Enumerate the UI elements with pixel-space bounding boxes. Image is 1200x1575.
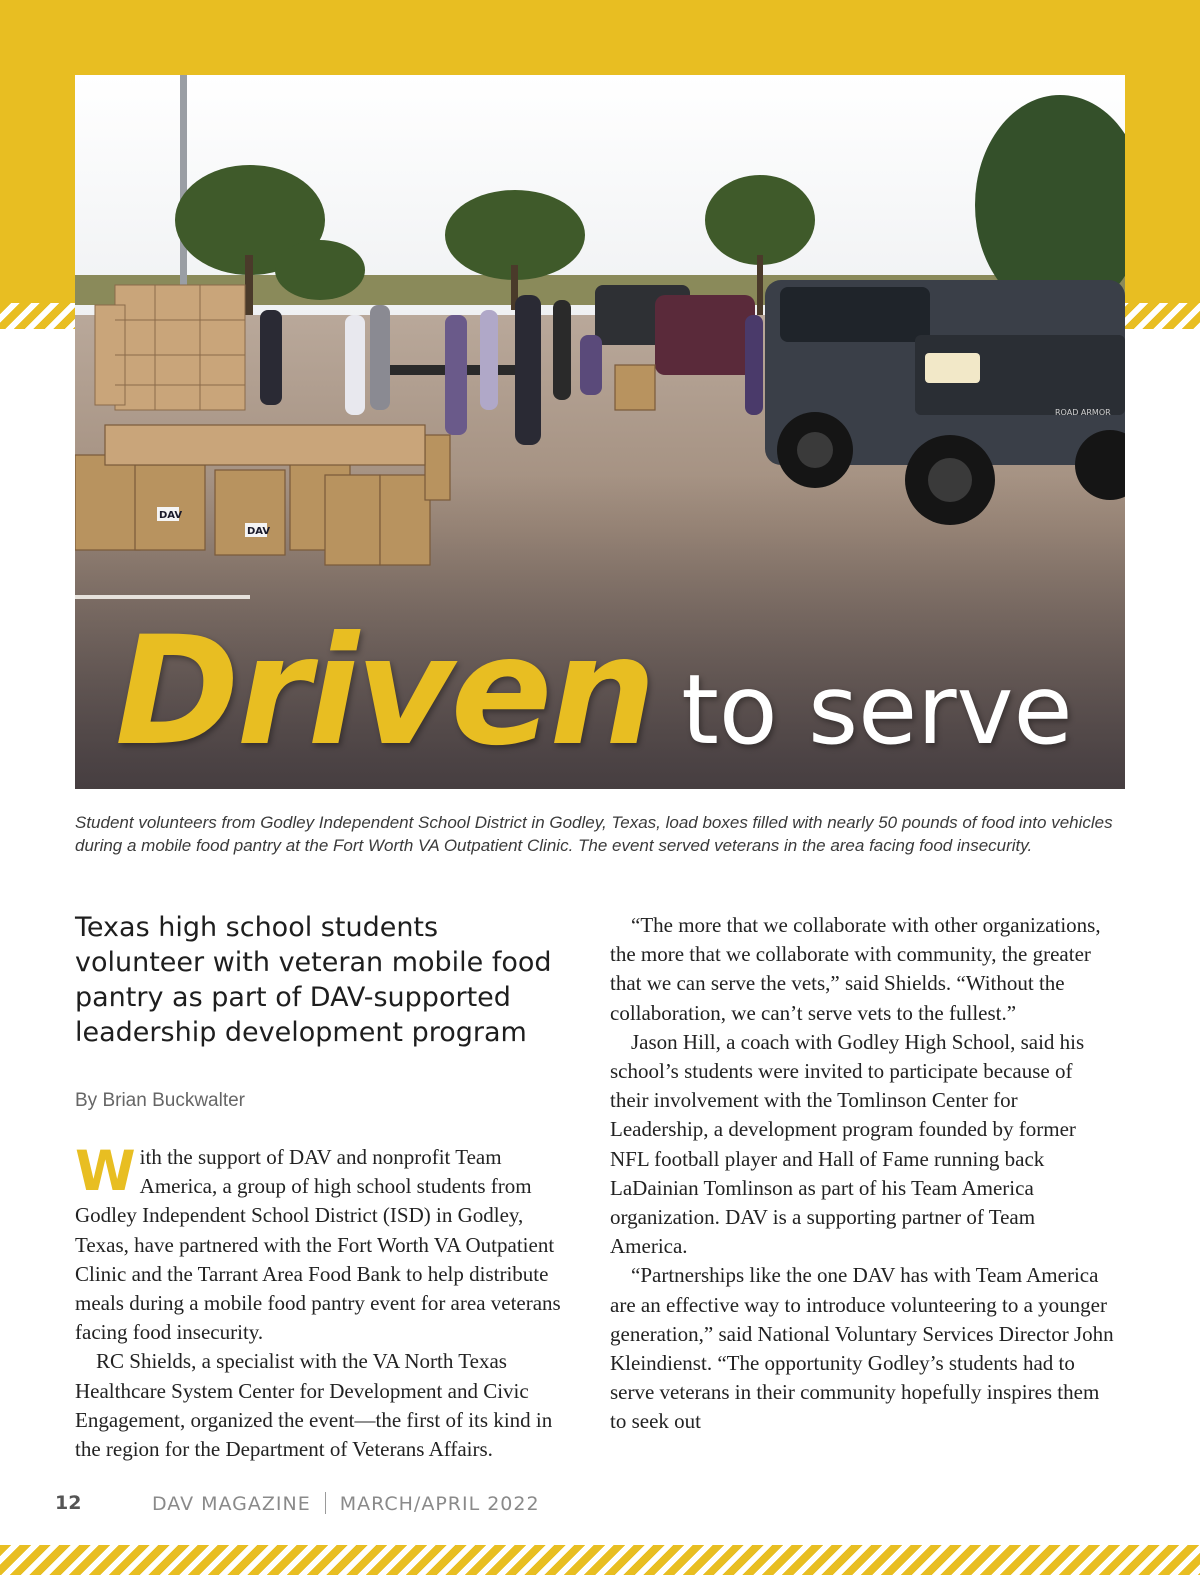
drop-cap: W	[75, 1139, 136, 1203]
feature-headline	[115, 605, 1073, 779]
paragraph-5: “Partnerships like the one DAV has with Team America are an effective way to introduce volunteering to a younger generation,” said National Voluntary Services Director John Kleindienst. “The opportunity Godley’s students had to serve veterans in their community hopefully inspires them to seek out	[610, 1263, 1114, 1434]
hero-photo	[75, 75, 1125, 789]
article-column-right	[610, 911, 1115, 1437]
headline-to-serve: to serve	[681, 654, 1073, 766]
paragraph-3: “The more that we collaborate with other organizations, the more that we collaborate with community, the greater that we can serve the vets,” said Shields. “Without the collaboration, we can’t serve vets to the fullest.”	[610, 913, 1101, 1025]
issue-date: MARCH/APRIL 2022	[339, 1493, 540, 1515]
truck-badge: ROAD ARMOR	[1055, 408, 1111, 417]
byline: By Brian Buckwalter	[75, 1090, 246, 1111]
footer-divider	[325, 1492, 326, 1514]
paragraph-1-text: ith the support of DAV and nonprofit Team America, a group of high school students from Godley Independent School District (ISD) in Godley, Texas, have partnered with the Fort Worth VA Outpatient Clinic and the Tarrant Area Food Bank to help distribute meals during a mobile food pantry event for area veterans facing food insecurity.	[75, 1145, 561, 1345]
page-footer	[0, 1492, 1200, 1518]
dav-box-label-1: DAV	[159, 510, 183, 521]
headline-driven: Driven	[115, 605, 654, 779]
article-column-left	[75, 1139, 580, 1464]
magazine-name: DAV MAGAZINE	[152, 1493, 311, 1515]
paragraph-4: Jason Hill, a coach with Godley High School, said his school’s students were invited to participate because of their involvement with the Tomlinson Center for Leadership, a development program founded by former NFL football player and Hall of Fame running back LaDainian Tomlinson as part of his Team America organization. DAV is a supporting partner of Team America.	[610, 1029, 1085, 1259]
paragraph-1	[75, 1139, 580, 1347]
striped-divider-bottom	[0, 1545, 1200, 1575]
dav-box-label-2: DAV	[247, 526, 271, 537]
article-subhead: Texas high school students volunteer with veteran mobile food pantry as part of DAV-supported leadership development program	[75, 912, 552, 1048]
page-number: 12	[55, 1492, 82, 1514]
photo-caption: Student volunteers from Godley Independent School District in Godley, Texas, load boxes filled with nearly 50 pounds of food into vehicles during a mobile food pantry at the Fort Worth VA Outpatient Clinic. The event served veterans in the area facing food insecurity.	[75, 813, 1113, 855]
paragraph-2: RC Shields, a specialist with the VA North Texas Healthcare System Center for Development and Civic Engagement, organized the event—the first of its kind in the region for the Department of Veterans Affairs.	[75, 1349, 553, 1462]
footer-publication	[152, 1492, 540, 1515]
